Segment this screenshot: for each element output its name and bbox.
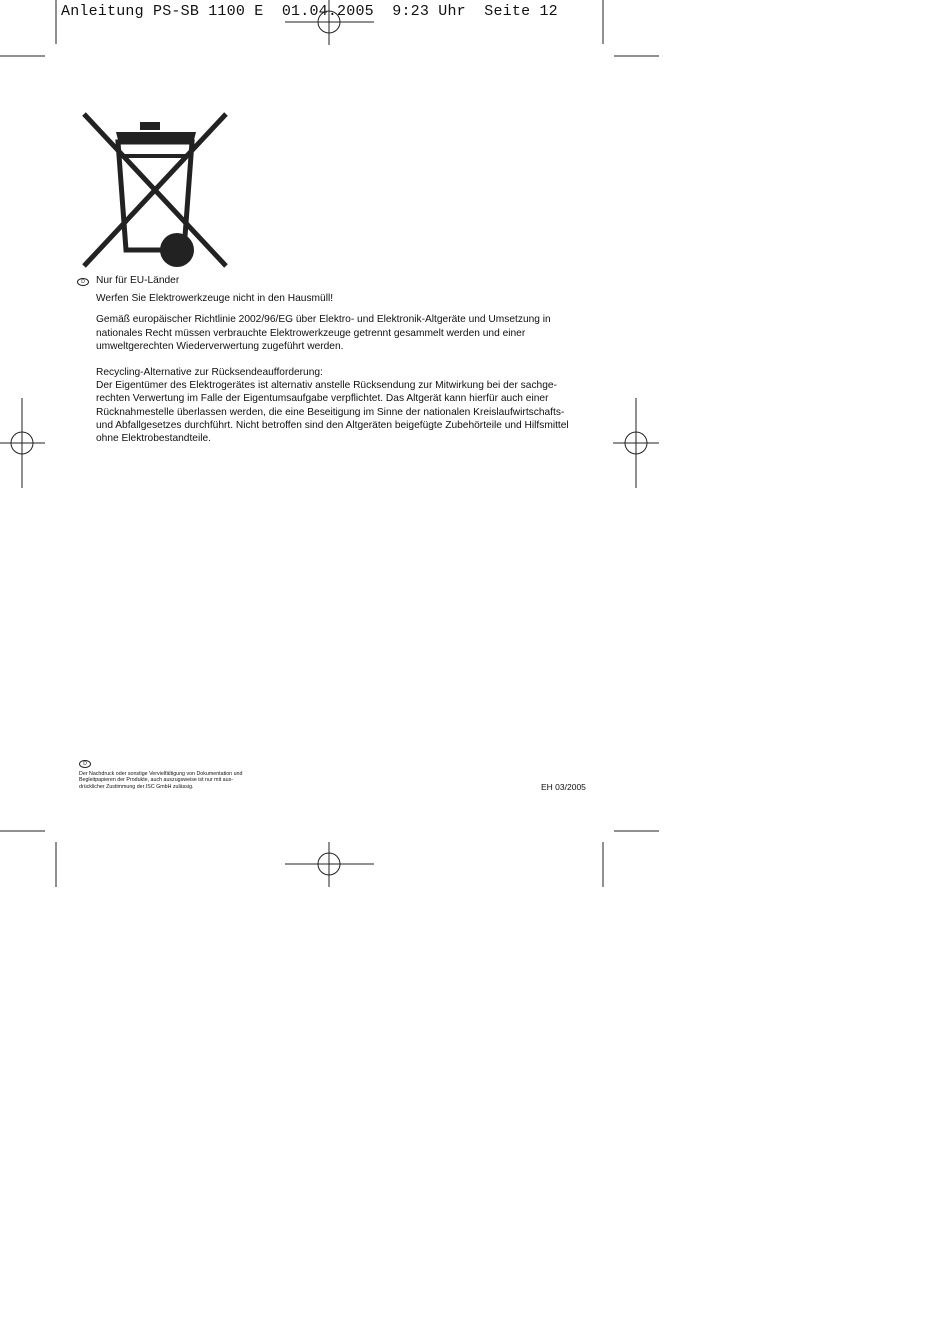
paragraph-line: ohne Elektrobestandteile. bbox=[96, 433, 211, 445]
copyright-note bbox=[79, 771, 259, 790]
paragraph-line: nationales Recht müssen verbrauchte Elektrowerkzeuge getrennt gesammelt werden und einer bbox=[96, 327, 526, 339]
paragraph-line: umweltgerechten Wiederverwertung zugeführt werden. bbox=[96, 340, 344, 352]
country-badge-de: D bbox=[77, 278, 89, 286]
paragraph-line: Der Eigentümer des Elektrogerätes ist alternativ anstelle Rücksendung zur Mitwirkung bei der sachge- bbox=[96, 380, 557, 392]
eu-notice-title: Nur für EU-Länder bbox=[96, 275, 180, 286]
eu-notice-line: Werfen Sie Elektrowerkzeuge nicht in den Hausmüll! bbox=[96, 293, 334, 305]
crossed-out-wheelie-bin-icon bbox=[80, 110, 230, 272]
directive-paragraph bbox=[96, 313, 596, 353]
recycling-paragraph bbox=[96, 366, 596, 445]
paragraph-line: rechten Verwertung im Falle der Eigentumsaufgabe verpflichtet. Das Altgerät kann hierfür auch einer bbox=[96, 393, 549, 405]
note-line: Der Nachdruck oder sonstige Vervielfältigung von Dokumentation und bbox=[79, 771, 243, 777]
note-line: drücklicher Zustimmung der ISC GmbH zulässig. bbox=[79, 783, 194, 790]
paragraph-line: Recycling-Alternative zur Rücksendeaufforderung: bbox=[96, 367, 323, 379]
note-line: Begleitpapieren der Produkte, auch auszugsweise ist nur mit aus- bbox=[79, 777, 233, 784]
document-code: EH 03/2005 bbox=[541, 782, 586, 792]
paragraph-line: und Abfallgesetzes durchführt. Nicht betroffen sind den Altgeräten beigefügte Zubehörteile und Hilfsmittel bbox=[96, 419, 569, 431]
print-slug: Anleitung PS-SB 1100 E 01.04.2005 9:23 Uhr Seite 12 bbox=[61, 3, 558, 20]
paragraph-line: Rücknahmestelle überlassen werden, die eine Beseitigung im Sinne der nationalen Kreislaufwirtschafts- bbox=[96, 406, 565, 418]
eu-notice bbox=[96, 274, 596, 445]
footer-country-badge-de: D bbox=[79, 760, 91, 768]
paragraph-line: Gemäß europäischer Richtlinie 2002/96/EG über Elektro- und Elektronik-Altgeräte und Umsetzung in bbox=[96, 314, 551, 326]
